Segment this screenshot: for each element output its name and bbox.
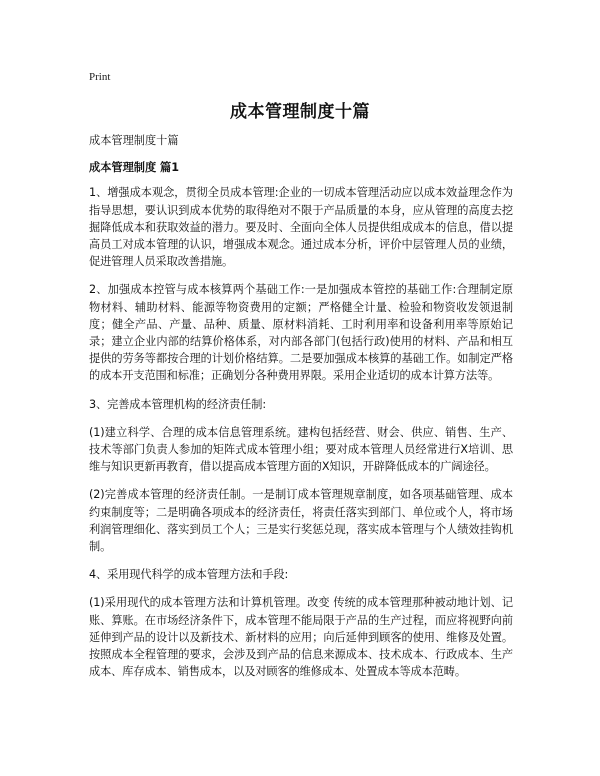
paragraph-6: 4、采用现代科学的成本管理方法和手段: [89, 568, 289, 582]
section-heading: 成本管理制度 篇1 [89, 161, 179, 175]
paragraph-7: (1)采用现代的成本管理方法和计算机管理。改变 传统的成本管理那种被动地计划、记账、算账。在市场经济条件下，成本管理不能局限于产品的生产过程，而应将视野向前延伸到产品的设计以及新技术、新材料的应用；向后延伸到顾客的使用、维修及处置。按照成本全程管理的要求，会涉及到产品的信息来源成本、技术成本、行政成本、生产成本、库存成本、销售成本，以及对顾客的维修成本、处置成本等成本范畴。 [89, 596, 513, 679]
document-body [89, 132, 513, 680]
paragraph-2: 2、加强成本控管与成本核算两个基础工作:一是加强成本管控的基础工作:合理制定原物材料、辅助材料、能源等物资费用的定额；严格健全计量、检验和物资收发领退制度；健全产品、产量、品种、质量、原材料消耗、工时利用率和设备利用率等原始记录；建立企业内部的结算价格体系，对内部各部门(包括行政)使用的材料、产品和相互提供的劳务等都按合理的计划价格结算。二是要加强成本核算的基础工作。如制定严格的成本开支范围和标准；正确划分各种费用界限。采用企业适切的成本计算方法等。 [89, 283, 513, 383]
print-link[interactable]: Print [89, 71, 111, 83]
paragraph-5: (2)完善成本管理的经济责任制。一是制订成本管理规章制度，如各项基础管理、成本约束制度等；二是明确各项成本的经济责任，将责任落实到部门、单位或个人，将市场利润管理细化、落实到员工个人；三是实行奖惩兑现，落实成本管理与个人绩效挂钩机制。 [89, 488, 513, 554]
paragraph-4: (1)建立科学、合理的成本信息管理系统。建构包括经营、财会、供应、销售、生产、技术等部门负责人参加的矩阵式成本管理小组；要对成本管理人员经常进行X培训、思维与知识更新再教育，借以提高成本管理方面的X知识，开辟降低成本的广阔途径。 [89, 425, 513, 474]
document-title: 成本管理制度十篇 [230, 102, 370, 122]
paragraph-1: 1、增强成本观念，贯彻全员成本管理:企业的一切成本管理活动应以成本效益理念作为指导思想，要认识到成本优势的取得绝对不限于产品质量的本身，应从管理的高度去挖掘降低成本和获取效益的潜力。要及时、全面向全体人员提供组成成本的信息，借以提高员工对成本管理的认识，增强成本观念。通过成本分析，评价中层管理人员的业绩，促进管理人员采取改善措施。 [89, 186, 513, 269]
paragraph-3: 3、完善成本管理机构的经济责任制: [89, 397, 267, 411]
document-subtitle: 成本管理制度十篇 [89, 134, 179, 147]
